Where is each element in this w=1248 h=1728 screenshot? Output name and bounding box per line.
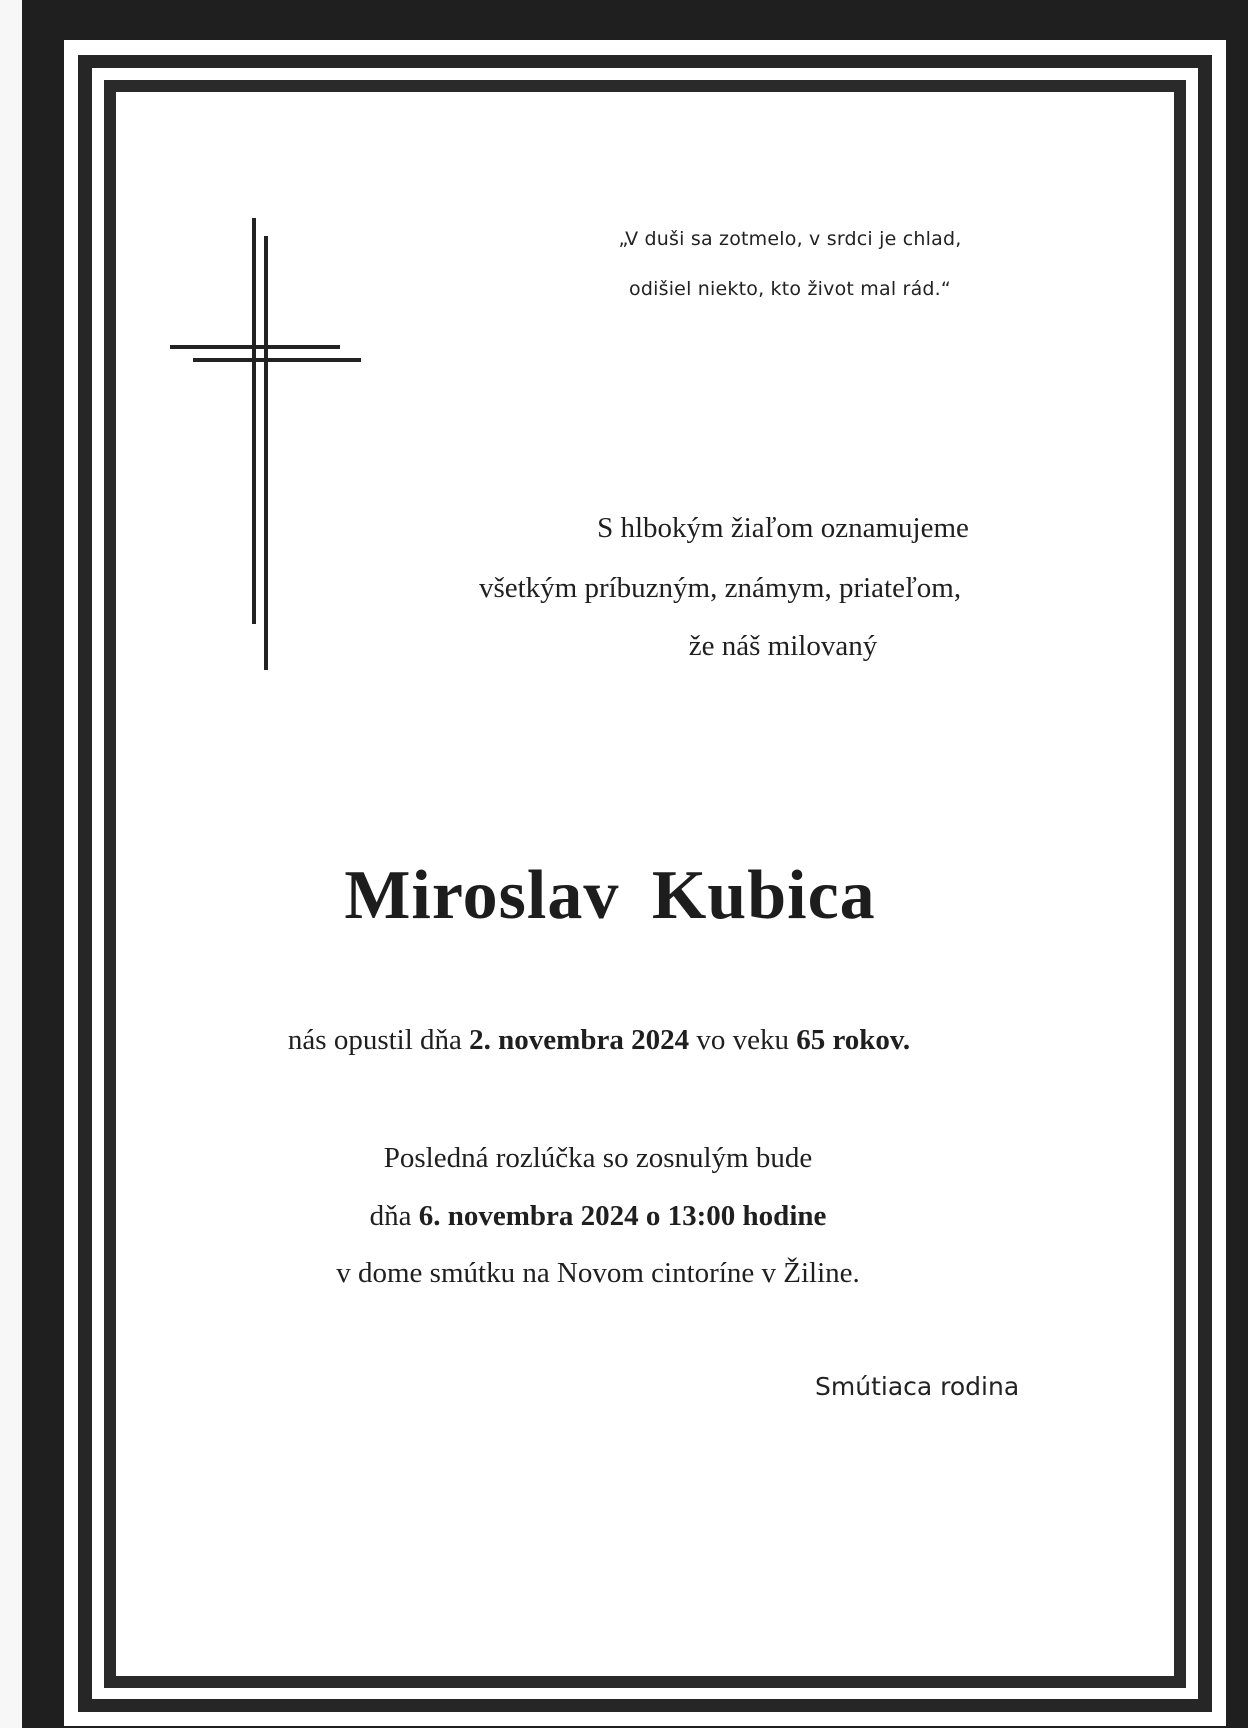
announcement-line-3: že náš milovaný (688, 630, 878, 662)
signature: Smútiaca rodina (815, 1372, 1020, 1401)
quote-line-2: odišiel niekto, kto život mal rád.“ (629, 278, 951, 300)
announcement-line-2: všetkým príbuzným, známym, priateľom, (478, 572, 962, 604)
cross-horizontal-bar-2 (193, 358, 361, 362)
announcement-line-1: S hlbokým žiaľom oznamujeme (597, 512, 969, 544)
funeral-line-2-prefix: dňa (369, 1200, 419, 1232)
funeral-line-1: Posledná rozlúčka so zosnulým bude (383, 1142, 813, 1174)
death-notice-middle: vo veku (689, 1024, 797, 1056)
funeral-line-3: v dome smútku na Novom cintoríne v Žiline. (336, 1257, 860, 1289)
age: 65 rokov. (796, 1024, 911, 1056)
cross-horizontal-bar-1 (170, 345, 340, 349)
deceased-name: Miroslav Kubica (344, 857, 876, 934)
death-notice-prefix: nás opustil dňa (287, 1024, 470, 1056)
death-date: 2. novembra 2024 (469, 1024, 690, 1056)
death-notice (288, 1024, 910, 1057)
funeral-datetime: 6. novembra 2024 o 13:00 hodine (418, 1200, 827, 1232)
cross-vertical-bar-1 (252, 218, 256, 624)
funeral-line-2 (370, 1200, 827, 1233)
quote-line-1: „V duši sa zotmelo, v srdci je chlad, (618, 228, 962, 250)
cross-vertical-bar-2 (264, 236, 268, 670)
